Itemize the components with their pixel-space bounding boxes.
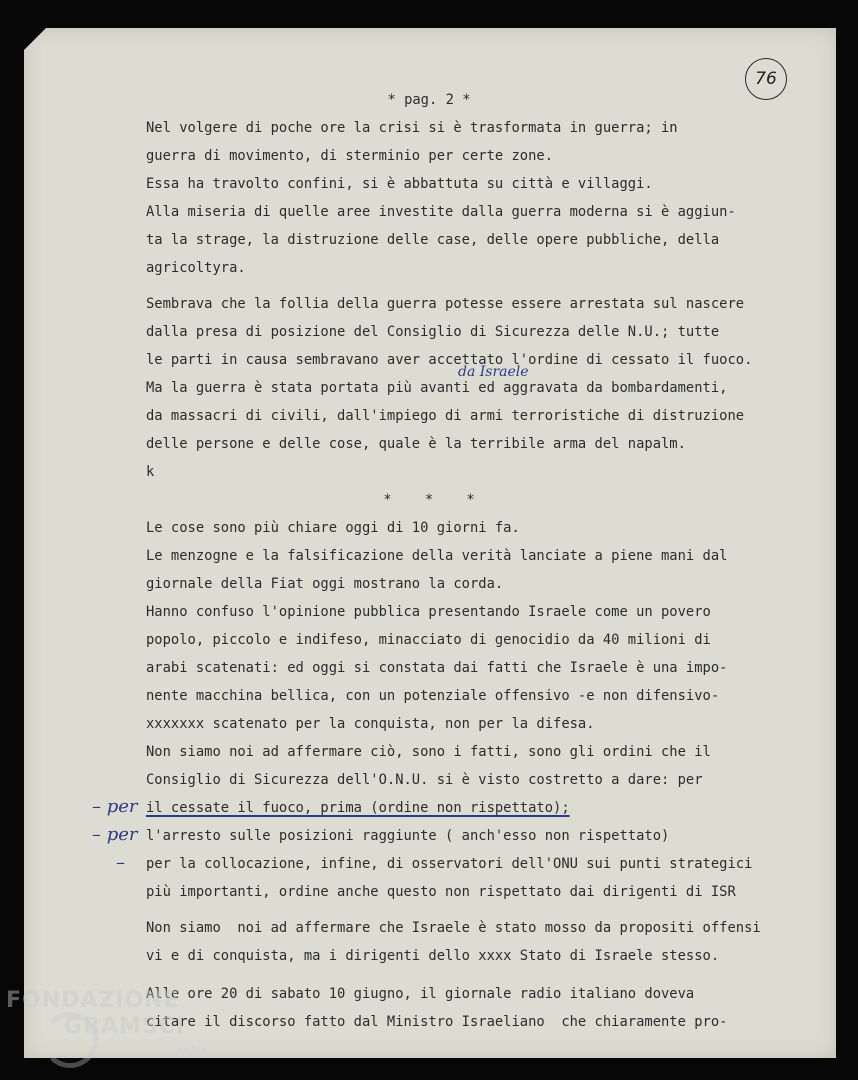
text-line: agricoltyra. (146, 260, 246, 276)
section-divider: * * * (383, 492, 475, 508)
text-line: per la collocazione, infine, di osservatori dell'ONU sui punti strategici (146, 856, 753, 872)
text-line: Essa ha travolto confini, si è abbattuta su città e villaggi. (146, 176, 653, 192)
watermark-onlus: onlus (178, 1046, 208, 1056)
handwritten-margin-note: – per (92, 824, 138, 845)
text-line: arabi scatenati: ed oggi si constata dai fatti che Israele è una impo- (146, 660, 728, 676)
watermark-logo (6, 988, 206, 1078)
text-line: Hanno confuso l'opinione pubblica presentando Israele come un povero (146, 604, 711, 620)
page-header: * pag. 2 * (387, 92, 471, 108)
text-line: nente macchina bellica, con un potenziale offensivo -e non difensivo- (146, 688, 720, 704)
text-line: xxxxxxx scatenato per la conquista, non per la difesa. (146, 716, 595, 732)
text-line: giornale della Fiat oggi mostrano la corda. (146, 576, 504, 592)
handwritten-insertion: da Israele (458, 364, 529, 380)
text-line: popolo, piccolo e indifeso, minacciato di genocidio da 40 milioni di (146, 632, 711, 648)
text-line: Consiglio di Sicurezza dell'O.N.U. si è visto costretto a dare: per (146, 772, 703, 788)
text-line: l'arresto sulle posizioni raggiunte ( anch'esso non rispettato) (146, 828, 670, 844)
handwritten-page-number: 76 (745, 58, 787, 100)
text-line: Le menzogne e la falsificazione della verità lanciate a piene mani dal (146, 548, 728, 564)
watermark-line2: GRAMSCI (64, 1014, 186, 1039)
text-line: più importanti, ordine anche questo non rispettato dai dirigenti di ISR (146, 884, 736, 900)
text-line: dalla presa di posizione del Consiglio di Sicurezza delle N.U.; tutte (146, 324, 720, 340)
text-line: le parti in causa sembravano aver accettato l'ordine di cessato il fuoco. (146, 352, 753, 368)
text-line: k (146, 464, 155, 480)
text-line: delle persone e delle cose, quale è la terribile arma del napalm. (146, 436, 686, 452)
handwritten-margin-note: – per (92, 796, 138, 817)
text-line: Le cose sono più chiare oggi di 10 giorni fa. (146, 520, 520, 536)
text-line: Nel volgere di poche ore la crisi si è trasformata in guerra; in (146, 120, 678, 136)
text-line: Non siamo noi ad affermare ciò, sono i fatti, sono gli ordini che il (146, 744, 711, 760)
text-line: Non siamo noi ad affermare che Israele è stato mosso da propositi offensi (146, 920, 761, 936)
text-line: guerra di movimento, di sterminio per certe zone. (146, 148, 554, 164)
handwritten-margin-dash: – (116, 852, 125, 873)
text-line: Alle ore 20 di sabato 10 giugno, il giornale radio italiano doveva (146, 986, 695, 1002)
text-line: da massacri di civili, dall'impiego di armi terroristiche di distruzione (146, 408, 745, 424)
text-line: ta la strage, la distruzione delle case, delle opere pubbliche, della (146, 232, 720, 248)
text-line: Sembrava che la follia della guerra potesse essere arrestata sul nascere (146, 296, 745, 312)
watermark-line1: FONDAZIONE (6, 988, 180, 1013)
text-line: Ma la guerra è stata portata più avanti ed aggravata da bombardamenti, (146, 380, 728, 396)
text-line: il cessate il fuoco, prima (ordine non rispettato); (146, 800, 570, 816)
text-line: Alla miseria di quelle aree investite dalla guerra moderna si è aggiun- (146, 204, 736, 220)
text-line: citare il discorso fatto dal Ministro Israeliano che chiaramente pro- (146, 1014, 728, 1030)
text-line: vi e di conquista, ma i dirigenti dello xxxx Stato di Israele stesso. (146, 948, 720, 964)
